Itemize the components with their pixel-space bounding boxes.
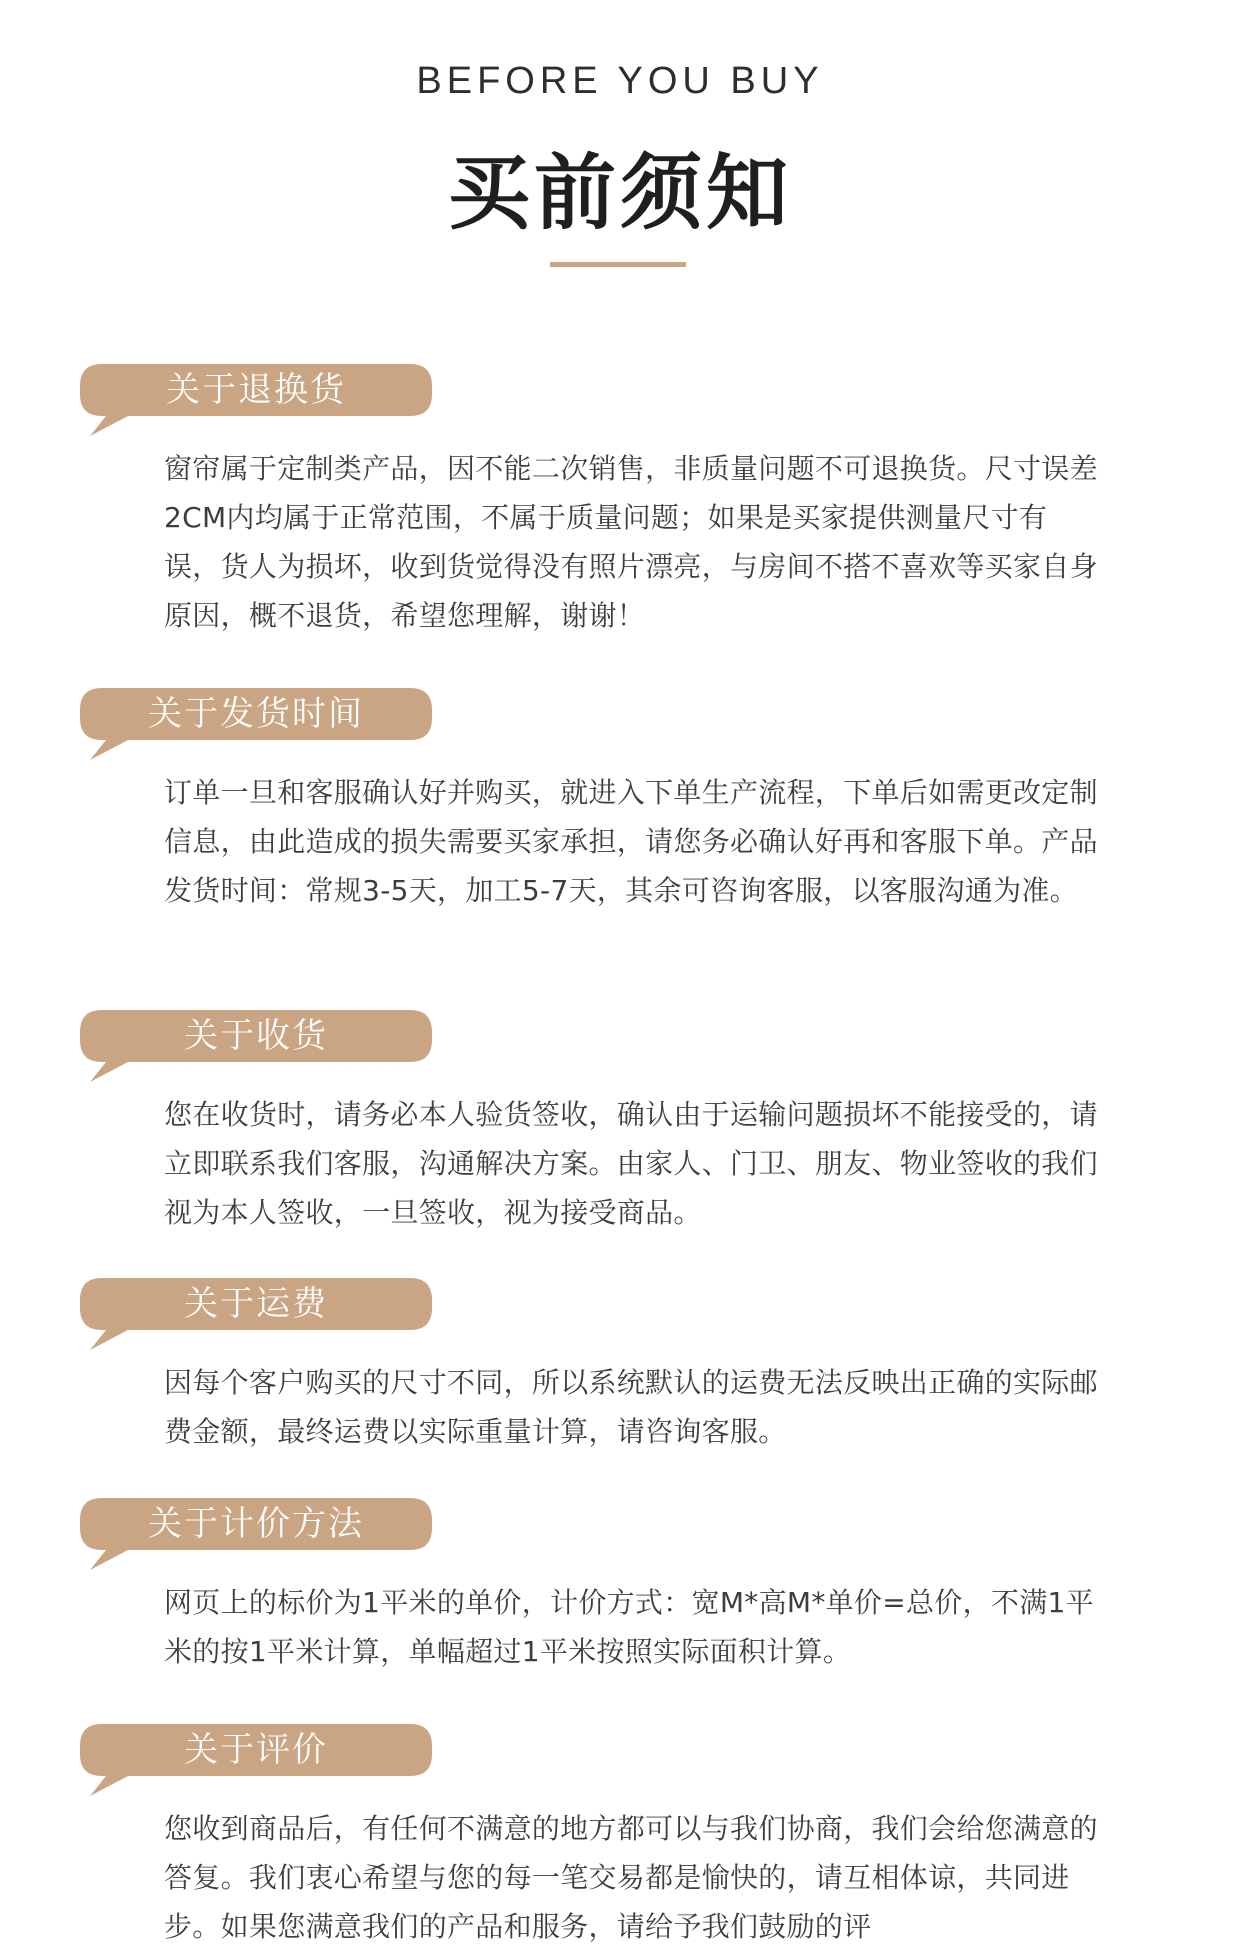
section-label-tag bbox=[80, 364, 432, 416]
section-label-tag bbox=[80, 1498, 432, 1550]
section-label: 关于收货 bbox=[184, 1016, 328, 1056]
section-label: 关于退换货 bbox=[166, 370, 346, 410]
section-label-tag bbox=[80, 1724, 432, 1776]
section-body: 订单一旦和客服确认好并购买，就进入下单生产流程，下单后如需更改定制信息，由此造成的损失需要买家承担，请您务必确认好再和客服下单。产品发货时间：常规3-5天，加工5-7天，其余可咨询客服，以客服沟通为准。 bbox=[164, 776, 1098, 907]
title-divider bbox=[550, 262, 686, 267]
section-label-tag bbox=[80, 688, 432, 740]
section-label: 关于运费 bbox=[184, 1284, 328, 1324]
section-body: 因每个客户购买的尺寸不同，所以系统默认的运费无法反映出正确的实际邮费金额，最终运费以实际重量计算，请咨询客服。 bbox=[164, 1366, 1098, 1448]
section-label-tag bbox=[80, 1010, 432, 1062]
section-label-tag bbox=[80, 1278, 432, 1330]
eyebrow-heading: BEFORE YOU BUY bbox=[416, 60, 824, 102]
section-label: 关于评价 bbox=[184, 1730, 328, 1770]
section-body: 网页上的标价为1平米的单价，计价方式：宽M*高M*单价=总价，不满1平米的按1平米计算，单幅超过1平米按照实际面积计算。 bbox=[164, 1586, 1094, 1668]
section-body: 窗帘属于定制类产品，因不能二次销售，非质量问题不可退换货。尺寸误差2CM内均属于正常范围，不属于质量问题；如果是买家提供测量尺寸有误，货人为损坏，收到货觉得没有照片漂亮，与房间不搭不喜欢等买家自身原因，概不退货，希望您理解，谢谢！ bbox=[164, 452, 1098, 632]
section-label: 关于发货时间 bbox=[148, 694, 364, 734]
section-body: 您收到商品后，有任何不满意的地方都可以与我们协商，我们会给您满意的答复。我们衷心希望与您的每一笔交易都是愉快的，请互相体谅，共同进步。如果您满意我们的产品和服务，请给予我们鼓励的评 bbox=[164, 1812, 1098, 1943]
section-label: 关于计价方法 bbox=[148, 1504, 364, 1544]
section-body: 您在收货时，请务必本人验货签收，确认由于运输问题损坏不能接受的，请立即联系我们客服，沟通解决方案。由家人、门卫、朋友、物业签收的我们视为本人签收，一旦签收，视为接受商品。 bbox=[164, 1098, 1098, 1229]
page-title: 买前须知 bbox=[447, 145, 792, 241]
